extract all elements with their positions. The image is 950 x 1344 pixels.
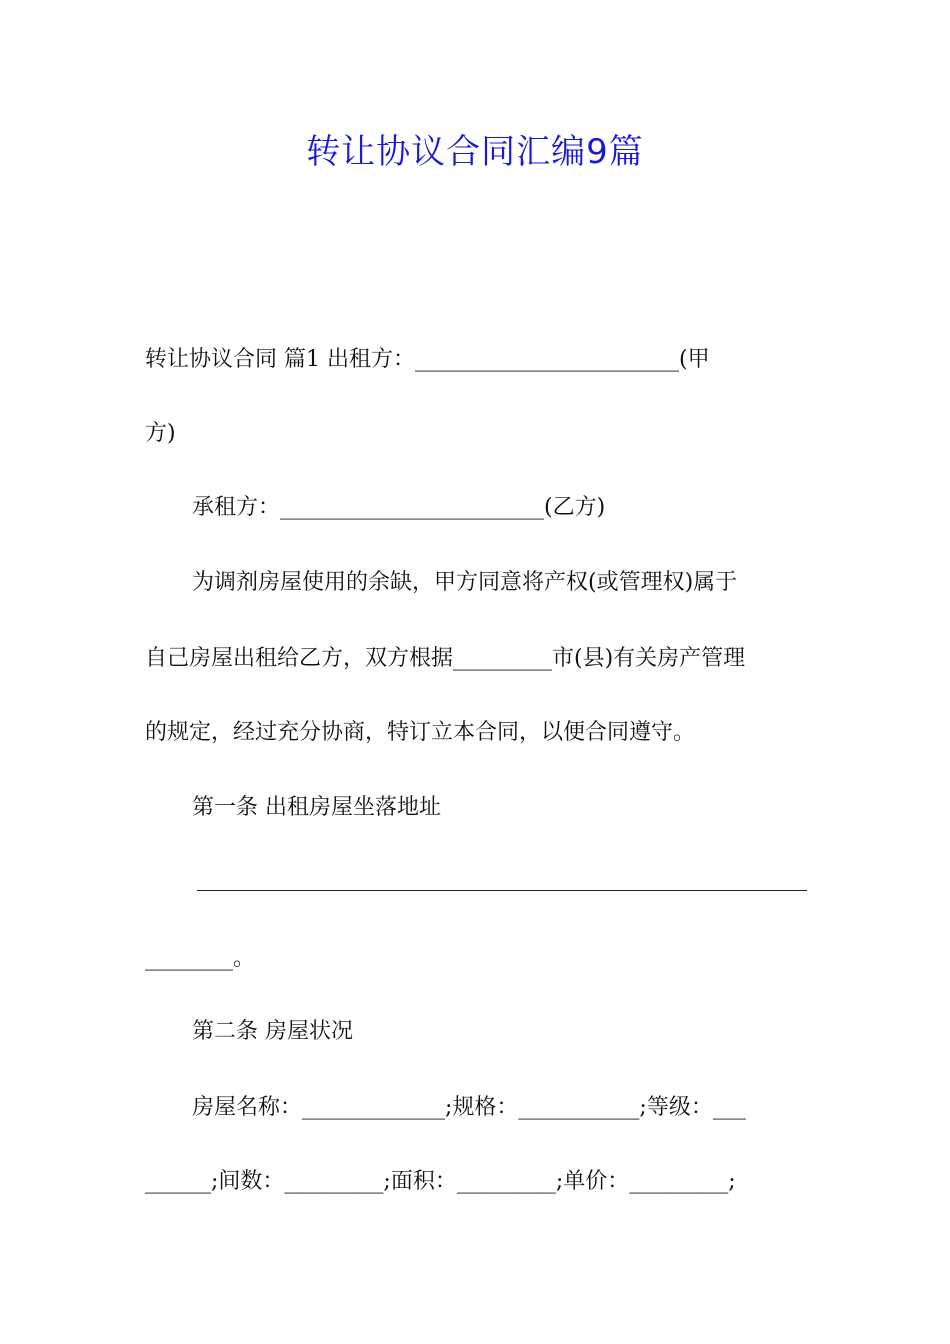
house-details-line-1: 房屋名称：_____________;规格：___________;等级：___ — [192, 1095, 746, 1120]
party-b-line: 承租方：________________________(乙方) — [192, 495, 606, 520]
preamble-line-2: 自己房屋出租给乙方，双方根据_________市(县)有关房产管理 — [145, 646, 746, 671]
party-a-continuation: 方) — [145, 421, 176, 446]
preamble-line-1: 为调剂房屋使用的余缺，甲方同意将产权(或管理权)属于 — [192, 570, 738, 595]
article-2-heading: 第二条 房屋状况 — [192, 1019, 353, 1044]
article-1-heading: 第一条 出租房屋坐落地址 — [192, 795, 441, 820]
address-blank-end: ________。 — [145, 946, 256, 971]
intro-line: 转让协议合同 篇1 出租方：________________________(甲 — [145, 347, 710, 372]
address-blank-rule — [197, 890, 807, 891]
house-details-line-2: ______;间数：_________;面积：_________;单价：_________; — [145, 1169, 736, 1194]
document-title: 转让协议合同汇编9篇 — [306, 132, 644, 172]
preamble-line-3: 的规定，经过充分协商，特订立本合同，以便合同遵守。 — [145, 720, 696, 745]
